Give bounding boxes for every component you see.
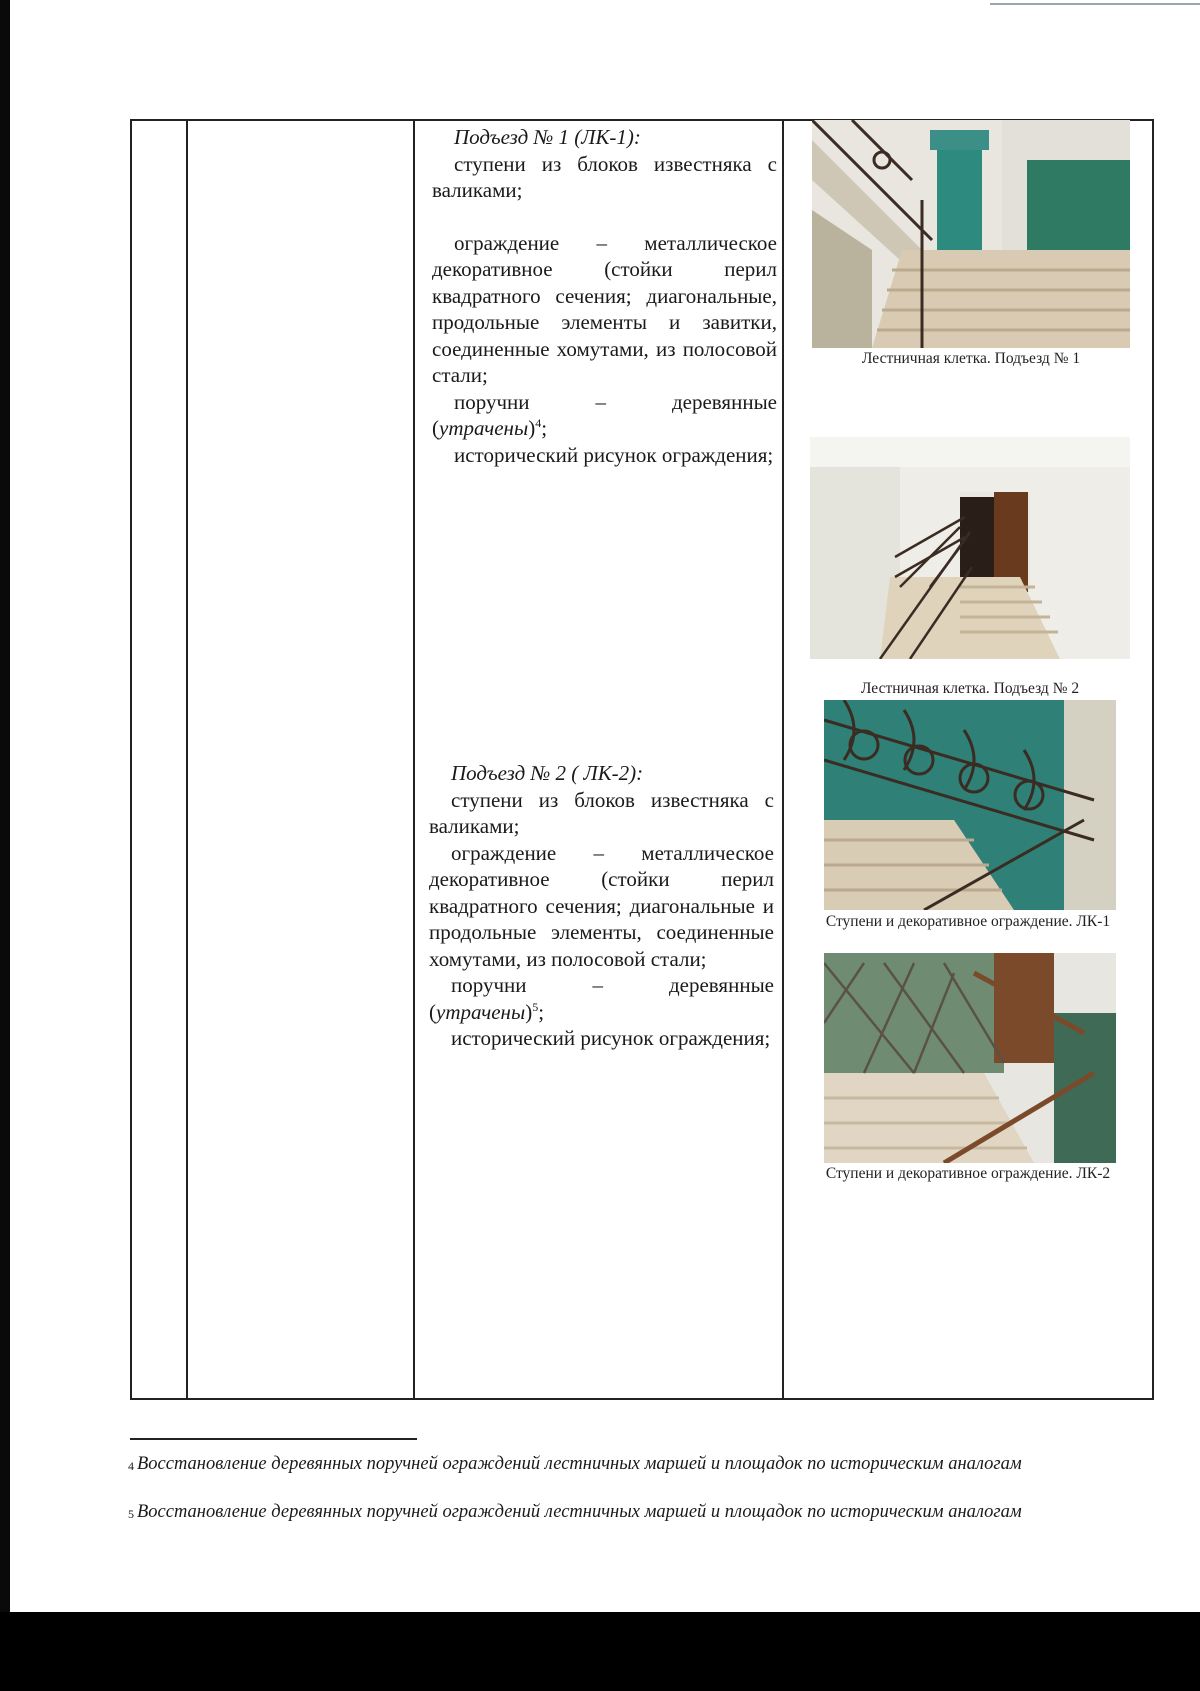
section-2-heading: Подъезд № 2 ( ЛК-2):	[451, 761, 644, 785]
section-1-heading: Подъезд № 1 (ЛК-1):	[454, 125, 641, 149]
caption-photo-3: Ступени и декоративное ограждение. ЛК-1	[825, 913, 1111, 930]
section-2-handrails-status: (утрачены)$^5$;	[429, 999, 545, 1024]
photo-stairwell-entrance-2	[810, 437, 1130, 659]
scan-left-edge	[0, 0, 10, 1612]
section-1-railing: ограждение – металлическое декоративное (стойки перил квадратного сечения; диагональные, продольные элементы и завитки, соединенные хомутами, из полосовой стали;	[432, 230, 777, 387]
table-divider-2	[413, 119, 415, 1400]
section-2-railing: ограждение – металлическое декоративное (стойки перил квадратного сечения; диагональные и продольные элементы, соединенные хомутами, из полосовой стали;	[429, 840, 774, 971]
footnote-separator	[130, 1438, 417, 1440]
caption-photo-1: Лестничная клетка. Подъезд № 1	[861, 350, 1081, 367]
section-1-handrails: поручни – деревянные	[454, 389, 777, 414]
section-2-handrails: поручни – деревянные	[451, 973, 774, 997]
photo-steps-railing-lk2	[824, 953, 1116, 1163]
section-1-text	[432, 124, 777, 468]
footnote-5: $^5$ Восстановление деревянных поручней ограждений лестничных маршей и площадок по историческим аналогам	[128, 1502, 1022, 1522]
caption-photo-4: Ступени и декоративное ограждение. ЛК-2	[825, 1165, 1111, 1182]
section-2-text	[429, 760, 774, 1052]
footnote-4: $^4$ Восстановление деревянных поручней ограждений лестничных маршей и площадок по историческим аналогам	[128, 1454, 1022, 1474]
photo-stairwell-entrance-1	[812, 120, 1130, 348]
section-1-handrails-status: (утрачены)$^4$;	[432, 416, 548, 440]
section-1-pattern: исторический рисунок ограждения;	[454, 442, 774, 467]
section-1-steps: ступени из блоков известняка с валиками;	[432, 151, 777, 202]
photo-steps-railing-lk1	[824, 700, 1116, 910]
scan-bottom-edge	[0, 1612, 1200, 1691]
caption-photo-2: Лестничная клетка. Подъезд № 2	[860, 680, 1080, 697]
scan-top-rule	[990, 3, 1200, 5]
section-2-pattern: исторический рисунок ограждения;	[451, 1026, 771, 1050]
section-2-steps: ступени из блоков известняка с валиками;	[429, 787, 774, 838]
table-divider-1	[186, 119, 188, 1400]
table-divider-3	[782, 119, 784, 1400]
